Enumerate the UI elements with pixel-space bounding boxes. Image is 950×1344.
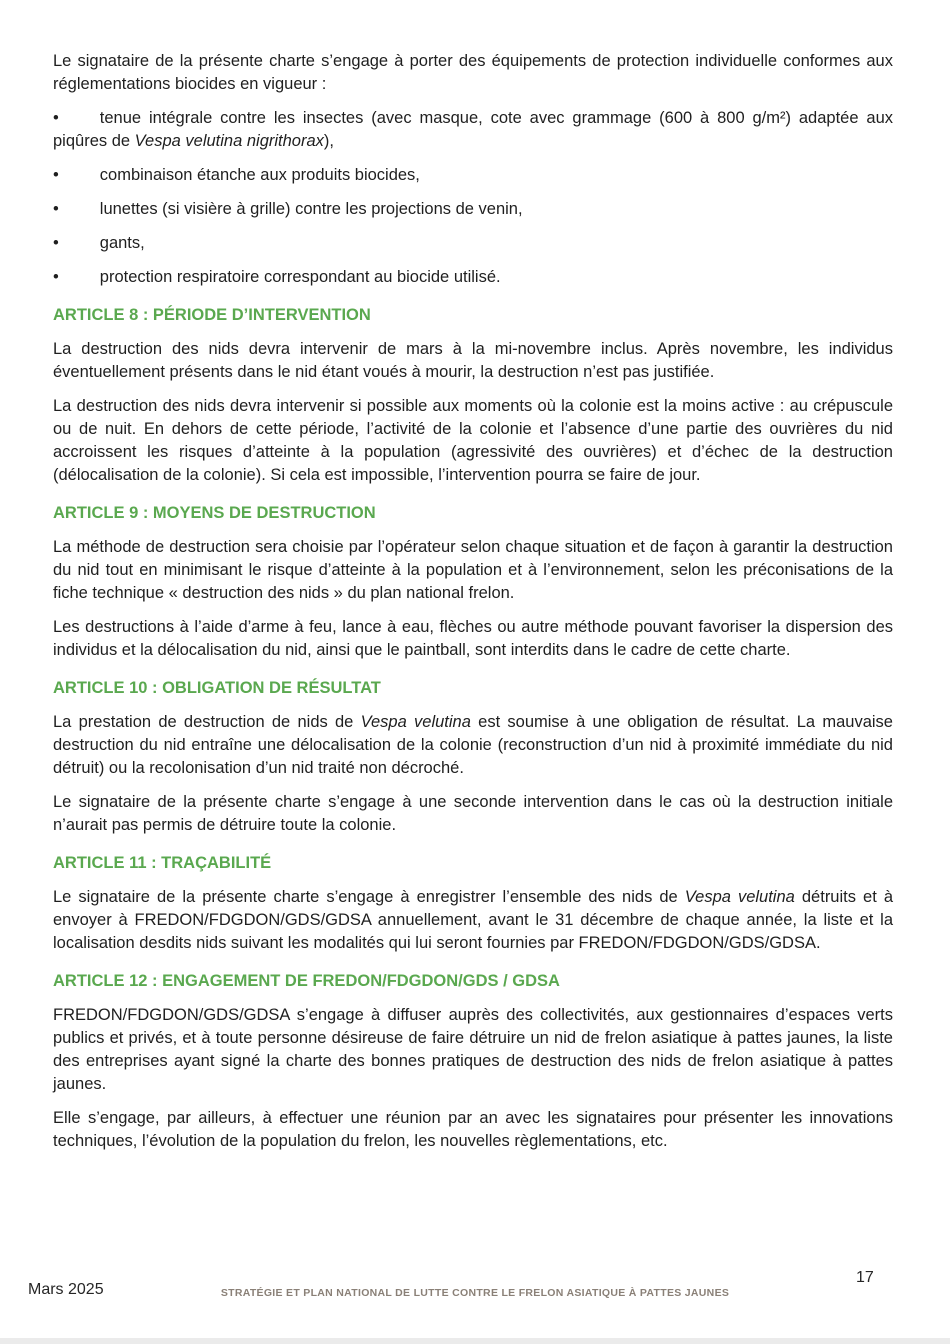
text-segment: Le signataire de la présente charte s’engage à enregistrer l’ensemble des nids de bbox=[53, 888, 685, 906]
text-segment: Le signataire de la présente charte s’engage à une seconde intervention dans le cas où la destruction initiale n’aurait pas permis de détruire toute la colonie. bbox=[53, 793, 893, 834]
paragraph bbox=[53, 616, 893, 662]
italic-text-segment: Vespa velutina nigrithorax bbox=[134, 132, 324, 150]
bullet-icon: • bbox=[53, 166, 59, 184]
paragraph bbox=[53, 711, 893, 780]
text-segment: lunettes (si visière à grille) contre les projections de venin, bbox=[99, 200, 523, 218]
paragraph bbox=[53, 536, 893, 605]
footer-page-number: 17 bbox=[856, 1269, 874, 1286]
text-segment: détruits et à envoyer à FREDON/FDGDON/GDS/GDSA annuellement, avant le 31 décembre de chaque année, la liste et la localisation desdits nids suivant les modalités qui lui seront fournies par FREDON/FDGDON/GDS/GDSA. bbox=[53, 888, 893, 952]
footer-running-title: STRATÉGIE ET PLAN NATIONAL DE LUTTE CONTRE LE FRELON ASIATIQUE À PATTES JAUNES bbox=[220, 1287, 730, 1299]
article-heading: ARTICLE 12 : ENGAGEMENT DE FREDON/FDGDON/GDS / GDSA bbox=[53, 972, 560, 990]
text-segment: La destruction des nids devra intervenir si possible aux moments où la colonie est la moins active : au crépuscule ou de nuit. En dehors de cette période, l’activité de la colonie et l’absence d’une partie des ouvrières du nid accroissent les risques d’atteinte à la population (agressivité des ouvrières) et d’échec de la destruction (délocalisation de la colonie). Si cela est impossible, l’intervention pourra se faire de jour. bbox=[53, 397, 893, 484]
bullet-icon: • bbox=[53, 234, 59, 252]
bullet-item bbox=[53, 198, 893, 221]
document-body bbox=[53, 50, 893, 1164]
text-segment: protection respiratoire correspondant au biocide utilisé. bbox=[99, 268, 501, 286]
bullet-item bbox=[53, 164, 893, 187]
italic-text-segment: Vespa velutina bbox=[360, 713, 471, 731]
bullet-icon: • bbox=[53, 268, 59, 286]
text-segment: ), bbox=[323, 132, 334, 150]
bullet-item bbox=[53, 107, 893, 153]
text-segment: gants, bbox=[99, 234, 145, 252]
article-heading: ARTICLE 8 : PÉRIODE D’INTERVENTION bbox=[53, 306, 371, 324]
bullet-item bbox=[53, 266, 893, 289]
italic-text-segment: Vespa velutina bbox=[684, 888, 795, 906]
page-bottom-edge bbox=[0, 1338, 950, 1344]
paragraph bbox=[53, 395, 893, 487]
text-segment: La méthode de destruction sera choisie par l’opérateur selon chaque situation et de façon à garantir la destruction du nid tout en minimisant le risque d’atteinte à la population et à l’environnement, selon les préconisations de la fiche technique « destruction des nids » du plan national frelon. bbox=[53, 538, 893, 602]
paragraph bbox=[53, 886, 893, 955]
text-segment: Le signataire de la présente charte s’engage à porter des équipements de protection individuelle conformes aux réglementations biocides en vigueur : bbox=[53, 52, 893, 93]
paragraph bbox=[53, 1107, 893, 1153]
paragraph bbox=[53, 50, 893, 96]
text-segment: La destruction des nids devra intervenir de mars à la mi-novembre inclus. Après novembre, les individus éventuellement présents dans le nid étant voués à mourir, la destruction n’est pas justifiée. bbox=[53, 340, 893, 381]
text-segment: Les destructions à l’aide d’arme à feu, lance à eau, flèches ou autre méthode pouvant favoriser la dispersion des individus et la délocalisation du nid, ainsi que le paintball, sont interdits dans le cadre de cette charte. bbox=[53, 618, 893, 659]
bullet-icon: • bbox=[53, 109, 59, 127]
text-segment: combinaison étanche aux produits biocides, bbox=[99, 166, 420, 184]
text-segment: tenue intégrale contre les insectes (avec masque, cote avec grammage (600 à 800 g/m²) adaptée aux piqûres de bbox=[53, 109, 893, 150]
text-segment: FREDON/FDGDON/GDS/GDSA s’engage à diffuser auprès des collectivités, aux gestionnaires d’espaces verts publics et privés, et à toute personne désireuse de faire détruire un nid de frelon asiatique à pattes jaunes, la liste des entreprises ayant signé la charte des bonnes pratiques de destruction des nids de frelon asiatique à pattes jaunes. bbox=[53, 1006, 893, 1093]
paragraph bbox=[53, 338, 893, 384]
text-segment: Elle s’engage, par ailleurs, à effectuer une réunion par an avec les signataires pour présenter les innovations techniques, l’évolution de la population du frelon, les nouvelles règlementations, etc. bbox=[53, 1109, 893, 1150]
article-heading: ARTICLE 9 : MOYENS DE DESTRUCTION bbox=[53, 504, 376, 522]
bullet-item bbox=[53, 232, 893, 255]
bullet-icon: • bbox=[53, 200, 59, 218]
article-heading: ARTICLE 10 : OBLIGATION DE RÉSULTAT bbox=[53, 679, 381, 697]
paragraph bbox=[53, 1004, 893, 1096]
paragraph bbox=[53, 791, 893, 837]
footer-date: Mars 2025 bbox=[28, 1281, 104, 1298]
article-heading: ARTICLE 11 : TRAÇABILITÉ bbox=[53, 854, 272, 872]
text-segment: La prestation de destruction de nids de bbox=[53, 713, 361, 731]
text-segment: est soumise à une obligation de résultat. La mauvaise destruction du nid entraîne une délocalisation de la colonie (reconstruction d’un nid à proximité immédiate du nid détruit) ou la recolonisation d’un nid traité non décroché. bbox=[53, 713, 893, 777]
